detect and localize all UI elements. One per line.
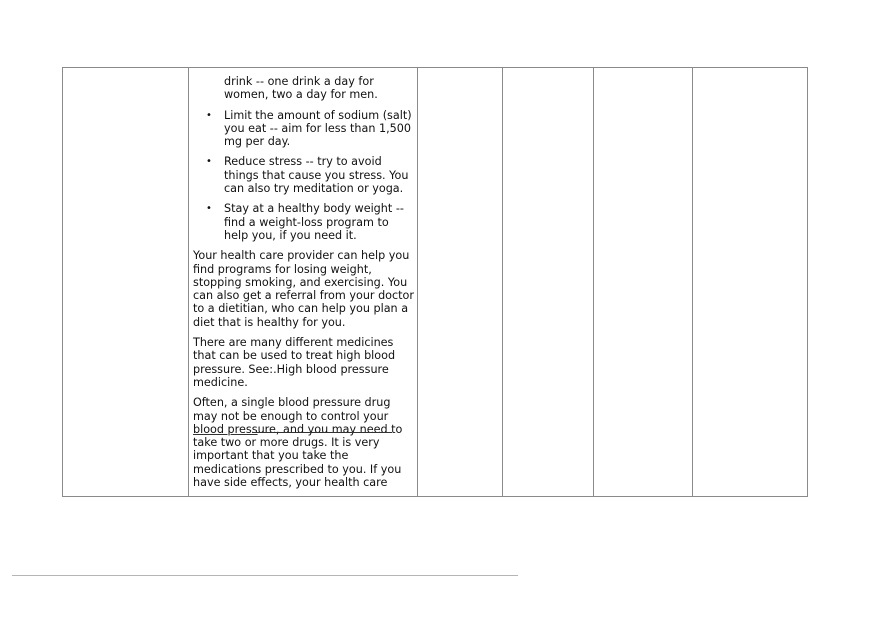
list-item: [193, 109, 415, 149]
table-cell-text: [193, 75, 415, 496]
list-item: [193, 75, 415, 102]
column-divider: [417, 68, 418, 496]
list-item-text: drink -- one drink a day for women, two a day for men.: [224, 75, 378, 102]
blood-pressure-link[interactable]: blood press: [193, 422, 258, 436]
list-item-text: Limit the amount of sodium (salt) you eat -- aim for less than 1,500 mg per day.: [224, 108, 412, 149]
footer-rule: [12, 575, 518, 576]
column-divider: [692, 68, 693, 496]
paragraph-text: ure, and you may need to take two or more drugs. It is very important that you take the medications prescribed to you. If you have side effects, your health care: [193, 422, 403, 490]
column-divider: [502, 68, 503, 496]
bullet-icon: •: [206, 203, 212, 215]
bullet-icon: •: [206, 156, 212, 168]
annotation-line: [252, 432, 392, 433]
list-item: [193, 202, 415, 242]
list-item-text: Stay at a healthy body weight -- find a weight-loss program to help you, if you need it.: [224, 202, 404, 242]
paragraph-text: Often, a single blood pressure drug may not be enough to control your: [193, 396, 391, 423]
bullet-list: [193, 75, 415, 242]
paragraph-medicines: There are many different medicines that can be used to treat high blood pressure. See:.High blood pressure medicine.: [193, 336, 396, 389]
list-item: [193, 155, 415, 195]
list-item-text: Reduce stress -- try to avoid things that cause you stress. You can also try meditation or yoga.: [224, 155, 409, 196]
paragraph-provider-help: Your health care provider can help you find programs for losing weight, stopping smoking, and exercising. You can also get a referral from your doctor to a dietitian, who can help you plan a diet that is healthy for you.: [193, 249, 414, 329]
content-table: [62, 67, 808, 497]
column-divider: [593, 68, 594, 496]
paragraph-multiple-drugs: [193, 396, 415, 489]
bullet-icon: •: [206, 109, 212, 121]
column-divider: [188, 68, 189, 496]
